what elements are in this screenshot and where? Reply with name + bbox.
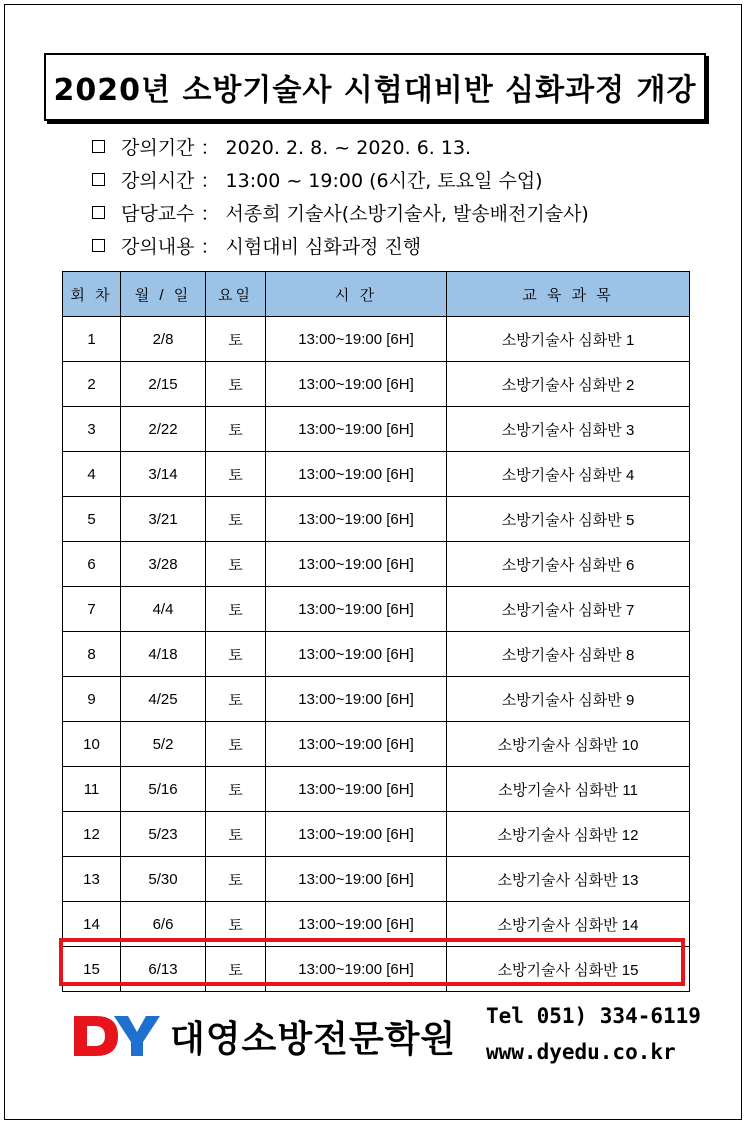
cell-time: 13:00~19:00 [6H] — [266, 497, 447, 542]
cell-date: 3/28 — [121, 542, 206, 587]
cell-day: 토 — [206, 542, 266, 587]
cell-subject: 소방기술사 심화반 4 — [447, 452, 690, 497]
cell-subject: 소방기술사 심화반 5 — [447, 497, 690, 542]
website: www.dyedu.co.kr — [486, 1040, 676, 1064]
info-value: 2020. 2. 8. ~ 2020. 6. 13. — [225, 137, 472, 159]
cell-date: 4/4 — [121, 587, 206, 632]
cell-session: 6 — [63, 542, 121, 587]
checkbox-square-icon — [92, 173, 105, 186]
cell-day: 토 — [206, 902, 266, 947]
info-line-time — [92, 169, 543, 193]
cell-subject: 소방기술사 심화반 13 — [447, 857, 690, 902]
cell-day: 토 — [206, 497, 266, 542]
cell-day: 토 — [206, 812, 266, 857]
cell-session: 13 — [63, 857, 121, 902]
cell-time: 13:00~19:00 [6H] — [266, 317, 447, 362]
telephone: Tel 051) 334-6119 — [486, 1004, 701, 1028]
cell-time: 13:00~19:00 [6H] — [266, 722, 447, 767]
table-row — [63, 452, 690, 497]
header-time: 시 간 — [266, 272, 447, 317]
cell-date: 2/8 — [121, 317, 206, 362]
table-row — [63, 677, 690, 722]
table-row — [63, 857, 690, 902]
cell-date: 5/2 — [121, 722, 206, 767]
highlight-box — [59, 938, 685, 986]
cell-date: 4/25 — [121, 677, 206, 722]
table-row — [63, 497, 690, 542]
cell-time: 13:00~19:00 [6H] — [266, 947, 447, 992]
cell-subject: 소방기술사 심화반 8 — [447, 632, 690, 677]
cell-session: 15 — [63, 947, 121, 992]
info-label: 강의시간 — [121, 170, 195, 192]
cell-subject: 소방기술사 심화반 3 — [447, 407, 690, 452]
info-label: 강의내용 — [121, 236, 195, 258]
table-row — [63, 317, 690, 362]
cell-date: 6/13 — [121, 947, 206, 992]
academy-name: 대영소방전문학원 — [170, 1018, 457, 1060]
cell-subject: 소방기술사 심화반 11 — [447, 767, 690, 812]
academy-logo — [70, 1008, 456, 1064]
title-banner — [44, 53, 706, 121]
cell-date: 5/30 — [121, 857, 206, 902]
info-separator: ： — [200, 170, 220, 192]
cell-date: 3/14 — [121, 452, 206, 497]
table-row — [63, 767, 690, 812]
header-date: 월 / 일 — [121, 272, 206, 317]
cell-session: 5 — [63, 497, 121, 542]
cell-day: 토 — [206, 857, 266, 902]
cell-day: 토 — [206, 722, 266, 767]
cell-time: 13:00~19:00 [6H] — [266, 407, 447, 452]
cell-session: 2 — [63, 362, 121, 407]
cell-date: 4/18 — [121, 632, 206, 677]
cell-day: 토 — [206, 632, 266, 677]
cell-date: 2/15 — [121, 362, 206, 407]
cell-subject: 소방기술사 심화반 7 — [447, 587, 690, 632]
cell-subject: 소방기술사 심화반 10 — [447, 722, 690, 767]
info-line-content — [92, 235, 421, 259]
table-row — [63, 407, 690, 452]
cell-time: 13:00~19:00 [6H] — [266, 452, 447, 497]
cell-session: 14 — [63, 902, 121, 947]
cell-time: 13:00~19:00 [6H] — [266, 812, 447, 857]
checkbox-square-icon — [92, 239, 105, 252]
cell-time: 13:00~19:00 [6H] — [266, 677, 447, 722]
table-header-row — [63, 272, 690, 317]
cell-time: 13:00~19:00 [6H] — [266, 542, 447, 587]
info-separator: ： — [200, 137, 220, 159]
table-row — [63, 542, 690, 587]
cell-time: 13:00~19:00 [6H] — [266, 857, 447, 902]
checkbox-square-icon — [92, 206, 105, 219]
cell-time: 13:00~19:00 [6H] — [266, 767, 447, 812]
cell-subject: 소방기술사 심화반 2 — [447, 362, 690, 407]
cell-subject: 소방기술사 심화반 14 — [447, 902, 690, 947]
cell-date: 5/23 — [121, 812, 206, 857]
cell-subject: 소방기술사 심화반 9 — [447, 677, 690, 722]
cell-session: 7 — [63, 587, 121, 632]
cell-session: 1 — [63, 317, 121, 362]
cell-subject: 소방기술사 심화반 6 — [447, 542, 690, 587]
cell-day: 토 — [206, 407, 266, 452]
info-value: 13:00 ~ 19:00 (6시간, 토요일 수업) — [225, 170, 543, 192]
cell-subject: 소방기술사 심화반 12 — [447, 812, 690, 857]
cell-day: 토 — [206, 587, 266, 632]
cell-time: 13:00~19:00 [6H] — [266, 632, 447, 677]
info-label: 담당교수 — [121, 203, 195, 225]
cell-day: 토 — [206, 677, 266, 722]
cell-date: 5/16 — [121, 767, 206, 812]
cell-session: 12 — [63, 812, 121, 857]
cell-date: 3/21 — [121, 497, 206, 542]
page-title: 2020년 소방기술사 시험대비반 심화과정 개강 — [53, 73, 697, 108]
cell-day: 토 — [206, 452, 266, 497]
cell-session: 10 — [63, 722, 121, 767]
info-label: 강의기간 — [121, 137, 195, 159]
info-value: 서종희 기술사(소방기술사, 발송배전기술사) — [225, 203, 589, 225]
cell-session: 4 — [63, 452, 121, 497]
table-row — [63, 812, 690, 857]
table-row — [63, 632, 690, 677]
table-row — [63, 362, 690, 407]
cell-time: 13:00~19:00 [6H] — [266, 587, 447, 632]
cell-date: 2/22 — [121, 407, 206, 452]
cell-subject: 소방기술사 심화반 1 — [447, 317, 690, 362]
cell-subject: 소방기술사 심화반 15 — [447, 947, 690, 992]
schedule-table — [62, 271, 690, 992]
cell-session: 3 — [63, 407, 121, 452]
cell-day: 토 — [206, 317, 266, 362]
table-row — [63, 587, 690, 632]
checkbox-square-icon — [92, 140, 105, 153]
header-day: 요일 — [206, 272, 266, 317]
cell-day: 토 — [206, 362, 266, 407]
cell-day: 토 — [206, 947, 266, 992]
cell-session: 9 — [63, 677, 121, 722]
cell-time: 13:00~19:00 [6H] — [266, 902, 447, 947]
info-value: 시험대비 심화과정 진행 — [225, 236, 422, 258]
table-row — [63, 722, 690, 767]
cell-session: 11 — [63, 767, 121, 812]
info-line-instructor — [92, 202, 589, 226]
header-session: 회 차 — [63, 272, 121, 317]
cell-time: 13:00~19:00 [6H] — [266, 362, 447, 407]
info-line-period — [92, 136, 471, 160]
header-subject: 교 육 과 목 — [447, 272, 690, 317]
cell-session: 8 — [63, 632, 121, 677]
dy-logo-icon — [70, 1008, 164, 1064]
info-separator: ： — [200, 236, 220, 258]
info-separator: ： — [200, 203, 220, 225]
cell-date: 6/6 — [121, 902, 206, 947]
cell-day: 토 — [206, 767, 266, 812]
